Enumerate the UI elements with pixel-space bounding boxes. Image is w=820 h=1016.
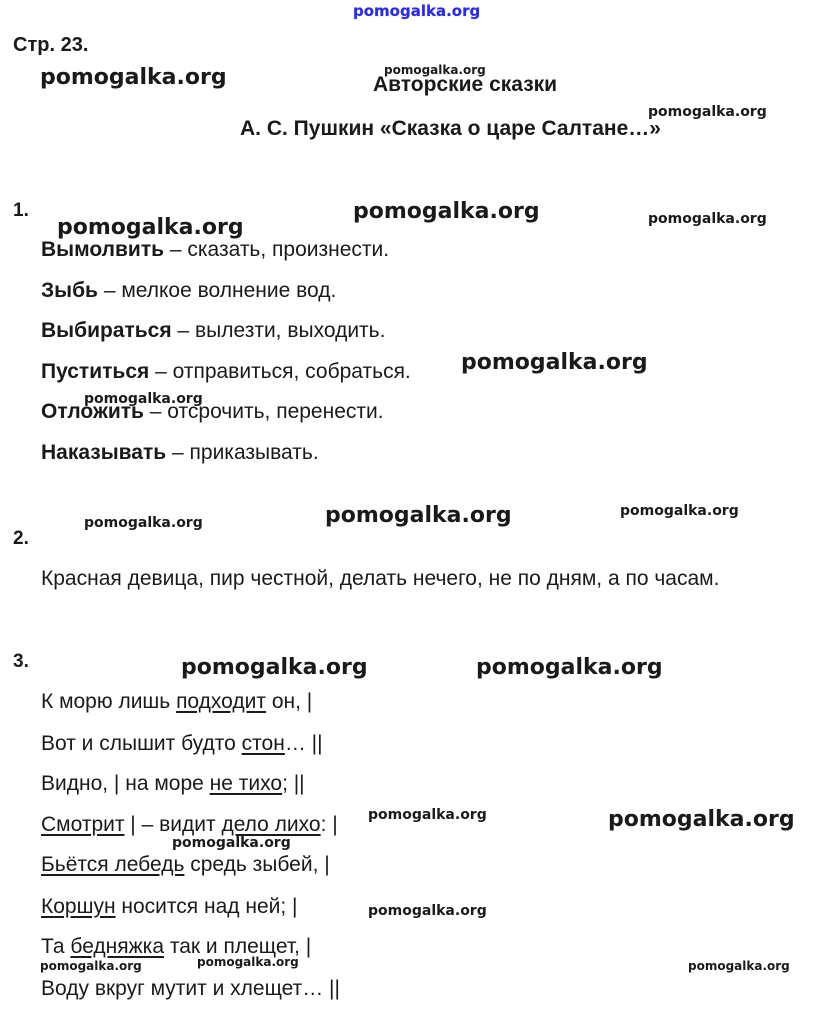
watermark: pomogalka.org [353,199,540,224]
text-fragment: средь зыбей, | [184,853,330,876]
poem-line [41,732,323,756]
watermark: pomogalka.org [384,63,486,77]
text-fragment: Та [41,935,71,958]
text-fragment: К морю лишь [41,690,177,713]
text-fragment: он, | [266,690,313,713]
underlined-fragment: подходит [176,690,266,713]
watermark: pomogalka.org [40,959,142,973]
definition: – отсрочить, перенести. [143,400,384,423]
watermark: pomogalka.org [84,391,203,407]
term: Выбираться [41,319,172,342]
watermark: pomogalka.org [688,959,790,973]
watermark: pomogalka.org [648,211,767,227]
definition: – мелкое волнение вод. [97,279,337,302]
watermark: pomogalka.org [368,903,487,919]
text-fragment: | – видит [124,813,222,836]
text-fragment: Видно, | на море [41,772,210,795]
underlined-fragment: дело лихо [221,813,321,836]
underlined-fragment: Смотрит [41,813,125,836]
poem-line [41,895,297,919]
term-row [41,238,389,262]
term-row [41,441,319,465]
task-number: 2. [13,528,29,549]
underlined-fragment: стон [241,732,285,755]
watermark: pomogalka.org [197,955,299,969]
watermark: pomogalka.org [181,655,368,680]
underlined-fragment: бедняжка [70,935,165,958]
text-fragment: Вот и слышит будто [41,732,242,755]
watermark: pomogalka.org [476,655,663,680]
section-title: Авторские сказки [373,73,558,96]
definition: – отправиться, собраться. [149,360,411,383]
text-fragment: ; || [282,772,305,795]
term-row [41,360,411,384]
term: Зыбь [41,279,98,302]
term: Отложить [41,400,144,423]
task-number: 3. [13,651,29,672]
text-fragment: носится над ней; | [115,895,298,918]
page-label: Стр. 23. [13,34,89,56]
poem-line [41,690,312,714]
watermark: pomogalka.org [353,2,481,20]
poem-line [41,772,305,796]
text-fragment: Воду вкруг мутит и хлещет… || [41,977,340,1000]
watermark: pomogalka.org [648,104,767,120]
subtitle: А. С. Пушкин «Сказка о царе Салтане…» [240,117,661,140]
definition: – сказать, произнести. [164,238,390,261]
watermark: pomogalka.org [620,503,739,519]
underlined-fragment: Бьётся лебедь [41,853,185,876]
watermark: pomogalka.org [368,807,487,823]
term-row [41,319,385,343]
watermark: pomogalka.org [461,350,648,375]
watermark: pomogalka.org [325,503,512,528]
underlined-fragment: Коршун [41,895,116,918]
text-fragment: … || [284,732,323,755]
watermark: pomogalka.org [172,835,291,851]
poem-line [41,813,338,837]
task2-text: Красная девица, пир честной, делать нечего, не по дням, а по часам. [41,567,720,590]
watermark: pomogalka.org [608,807,795,832]
term: Вымолвить [41,238,165,261]
text-fragment: : | [320,813,338,836]
watermark: pomogalka.org [40,65,227,90]
watermark: pomogalka.org [84,515,203,531]
term: Наказывать [41,441,167,464]
task-number: 1. [13,200,29,221]
term-row [41,279,336,303]
definition: – приказывать. [166,441,319,464]
underlined-fragment: не тихо [209,772,283,795]
text-fragment: так и плещет, | [164,935,312,958]
definition: – вылезти, выходить. [171,319,386,342]
watermark: pomogalka.org [57,215,244,240]
poem-line [41,977,340,1001]
term: Пуститься [41,360,150,383]
poem-line [41,853,330,877]
